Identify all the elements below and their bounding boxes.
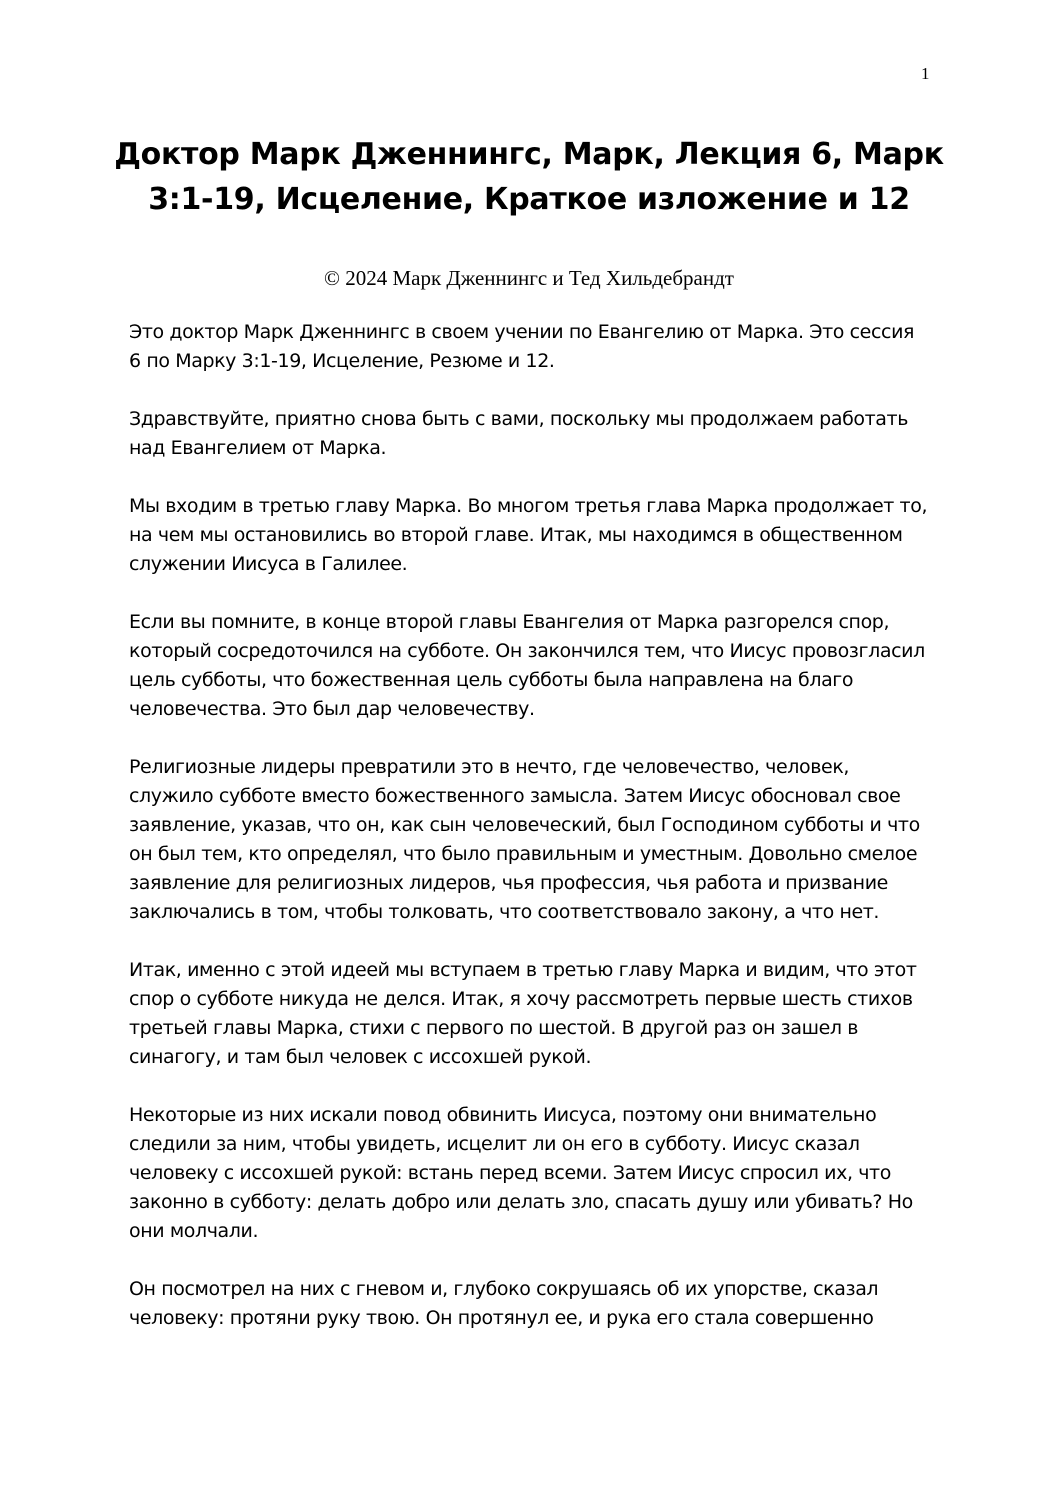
paragraph-4: Если вы помните, в конце второй главы Евангелия от Марка разгорелся спор, который сосредоточился на субботе. Он закончился тем, что Иисус провозгласил цель субботы, что божественная цель субботы была направлена на благо человечества. Это был дар человечеству. — [129, 611, 925, 720]
body-text — [129, 318, 929, 1362]
page-number: 1 — [921, 64, 930, 83]
copyright-line: © 2024 Марк Дженнингс и Тед Хильдебрандт — [324, 266, 734, 290]
paragraph-1: Это доктор Марк Дженнингс в своем учении по Евангелию от Марка. Это сессия 6 по Марку 3:1-19, Исцеление, Резюме и 12. — [129, 321, 915, 372]
document-title: Доктор Марк Дженнингс, Марк, Лекция 6, Марк 3:1-19, Исцеление, Краткое изложение и 12 — [114, 137, 944, 217]
paragraph-5: Религиозные лидеры превратили это в нечто, где человечество, человек, служило субботе вместо божественного замысла. Затем Иисус обосновал свое заявление, указав, что он, как сын человеческий, был Господином субботы и что он был тем, кто определял, что было правильным и уместным. Довольно смелое заявление для религиозных лидеров, чья профессия, чья работа и призвание заключались в том, чтобы толковать, что соответствовало закону, а что нет. — [129, 756, 920, 923]
paragraph-2: Здравствуйте, приятно снова быть с вами, поскольку мы продолжаем работать над Евангелием от Марка. — [129, 408, 908, 459]
paragraph-6: Итак, именно с этой идеей мы вступаем в третью главу Марка и видим, что этот спор о субботе никуда не делся. Итак, я хочу рассмотреть первые шесть стихов третьей главы Марка, стихи с первого по шестой. В другой раз он зашел в синагогу, и там был человек с иссохшей рукой. — [129, 959, 917, 1068]
paragraph-8: Он посмотрел на них с гневом и, глубоко сокрушаясь об их упорстве, сказал человеку: протяни руку твою. Он протянул ее, и рука его стала совершенно — [129, 1278, 879, 1329]
paragraph-7: Некоторые из них искали повод обвинить Иисуса, поэтому они внимательно следили за ним, чтобы увидеть, исцелит ли он его в субботу. Иисус сказал человеку с иссохшей рукой: встань перед всеми. Затем Иисус спросил их, что законно в субботу: делать добро или делать зло, спасать душу или убивать? Но они молчали. — [129, 1104, 913, 1242]
paragraph-3: Мы входим в третью главу Марка. Во многом третья глава Марка продолжает то, на чем мы остановились во второй главе. Итак, мы находимся в общественном служении Иисуса в Галилее. — [129, 495, 928, 575]
